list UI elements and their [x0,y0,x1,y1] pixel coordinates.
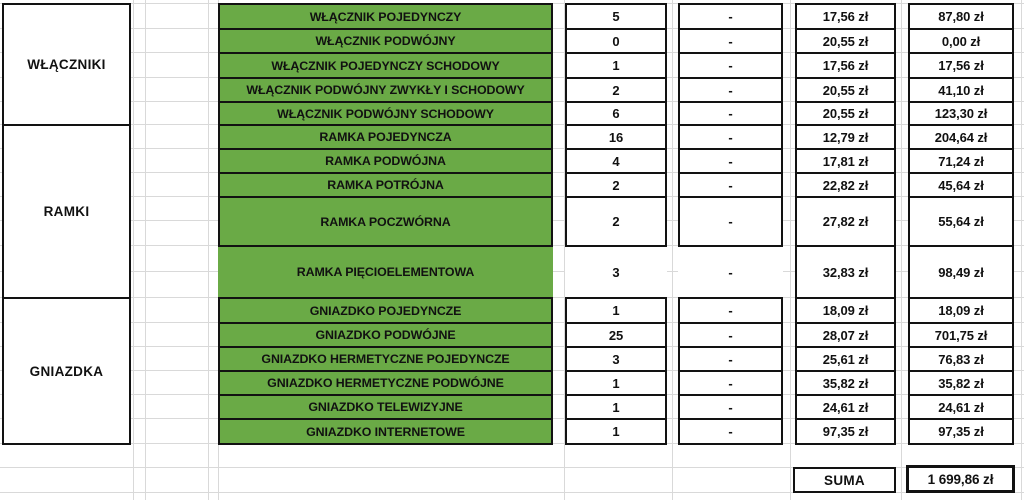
unit-price-cell[interactable]: 32,83 zł [795,245,896,299]
dash-cell[interactable]: - [678,172,783,198]
dash-cell[interactable]: - [678,52,783,79]
product-cell[interactable]: GNIAZDKO INTERNETOWE [218,418,553,445]
qty-cell[interactable]: 3 [565,346,667,372]
total-cell[interactable]: 76,83 zł [908,346,1014,372]
dash-cell[interactable]: - [678,418,783,445]
product-cell[interactable]: RAMKA POJEDYNCZA [218,124,553,150]
qty-cell[interactable]: 2 [565,77,667,103]
unit-price-cell[interactable]: 17,56 zł [795,3,896,30]
dash-cell[interactable]: - [678,101,783,126]
gridline-vertical [901,0,902,500]
dash-cell[interactable]: - [678,247,783,297]
unit-price-cell[interactable]: 20,55 zł [795,28,896,54]
qty-cell[interactable]: 5 [565,3,667,30]
qty-cell[interactable]: 16 [565,124,667,150]
product-cell[interactable]: RAMKA POCZWÓRNA [218,196,553,247]
product-cell[interactable]: GNIAZDKO TELEWIZYJNE [218,394,553,420]
product-cell[interactable]: RAMKA PODWÓJNA [218,148,553,174]
total-cell[interactable]: 123,30 zł [908,101,1014,126]
total-cell[interactable]: 18,09 zł [908,297,1014,324]
product-cell[interactable]: WŁĄCZNIK PODWÓJNY [218,28,553,54]
total-cell[interactable]: 98,49 zł [908,245,1014,299]
unit-price-cell[interactable]: 35,82 zł [795,370,896,396]
total-cell[interactable]: 55,64 zł [908,196,1014,247]
total-cell[interactable]: 701,75 zł [908,322,1014,348]
product-cell[interactable]: RAMKA PIĘCIOELEMENTOWA [218,247,553,297]
product-cell[interactable]: GNIAZDKO HERMETYCZNE POJEDYNCZE [218,346,553,372]
category-cell[interactable]: GNIAZDKA [2,297,131,445]
total-cell[interactable]: 87,80 zł [908,3,1014,30]
unit-price-cell[interactable]: 18,09 zł [795,297,896,324]
qty-cell[interactable]: 1 [565,418,667,445]
unit-price-cell[interactable]: 20,55 zł [795,101,896,126]
total-cell[interactable]: 45,64 zł [908,172,1014,198]
qty-cell[interactable]: 1 [565,52,667,79]
total-cell[interactable]: 24,61 zł [908,394,1014,420]
total-cell[interactable]: 204,64 zł [908,124,1014,150]
product-cell[interactable]: WŁĄCZNIK PODWÓJNY SCHODOWY [218,101,553,126]
unit-price-cell[interactable]: 17,81 zł [795,148,896,174]
dash-cell[interactable]: - [678,124,783,150]
product-cell[interactable]: GNIAZDKO HERMETYCZNE PODWÓJNE [218,370,553,396]
dash-cell[interactable]: - [678,346,783,372]
total-cell[interactable]: 17,56 zł [908,52,1014,79]
gridline-vertical [1021,0,1022,500]
unit-price-cell[interactable]: 27,82 zł [795,196,896,247]
qty-cell[interactable]: 3 [565,247,667,297]
unit-price-cell[interactable]: 22,82 zł [795,172,896,198]
qty-cell[interactable]: 1 [565,297,667,324]
qty-cell[interactable]: 2 [565,172,667,198]
qty-cell[interactable]: 4 [565,148,667,174]
unit-price-cell[interactable]: 20,55 zł [795,77,896,103]
total-cell[interactable]: 0,00 zł [908,28,1014,54]
suma-label-cell[interactable]: SUMA [793,467,896,493]
category-cell[interactable]: WŁĄCZNIKI [2,3,131,126]
total-cell[interactable]: 71,24 zł [908,148,1014,174]
product-cell[interactable]: GNIAZDKO POJEDYNCZE [218,297,553,324]
unit-price-cell[interactable]: 28,07 zł [795,322,896,348]
suma-total-cell[interactable]: 1 699,86 zł [906,465,1015,493]
qty-cell[interactable]: 2 [565,196,667,247]
total-cell[interactable]: 41,10 zł [908,77,1014,103]
unit-price-cell[interactable]: 97,35 zł [795,418,896,445]
total-cell[interactable]: 97,35 zł [908,418,1014,445]
gridline-vertical [208,0,209,500]
dash-cell[interactable]: - [678,322,783,348]
qty-cell[interactable]: 0 [565,28,667,54]
qty-cell[interactable]: 25 [565,322,667,348]
product-cell[interactable]: WŁĄCZNIK POJEDYNCZY [218,3,553,30]
dash-cell[interactable]: - [678,370,783,396]
product-cell[interactable]: RAMKA POTRÓJNA [218,172,553,198]
gridline-vertical [672,0,673,500]
unit-price-cell[interactable]: 24,61 zł [795,394,896,420]
dash-cell[interactable]: - [678,28,783,54]
gridline-vertical [133,0,134,500]
dash-cell[interactable]: - [678,196,783,247]
gridline-vertical [145,0,146,500]
dash-cell[interactable]: - [678,297,783,324]
product-cell[interactable]: GNIAZDKO PODWÓJNE [218,322,553,348]
category-cell[interactable]: RAMKI [2,124,131,299]
total-cell[interactable]: 35,82 zł [908,370,1014,396]
qty-cell[interactable]: 1 [565,394,667,420]
product-cell[interactable]: WŁĄCZNIK POJEDYNCZY SCHODOWY [218,52,553,79]
dash-cell[interactable]: - [678,77,783,103]
dash-cell[interactable]: - [678,148,783,174]
qty-cell[interactable]: 1 [565,370,667,396]
unit-price-cell[interactable]: 25,61 zł [795,346,896,372]
dash-cell[interactable]: - [678,3,783,30]
gridline-vertical [790,0,791,500]
qty-cell[interactable]: 6 [565,101,667,126]
dash-cell[interactable]: - [678,394,783,420]
unit-price-cell[interactable]: 17,56 zł [795,52,896,79]
product-cell[interactable]: WŁĄCZNIK PODWÓJNY ZWYKŁY I SCHODOWY [218,77,553,103]
unit-price-cell[interactable]: 12,79 zł [795,124,896,150]
